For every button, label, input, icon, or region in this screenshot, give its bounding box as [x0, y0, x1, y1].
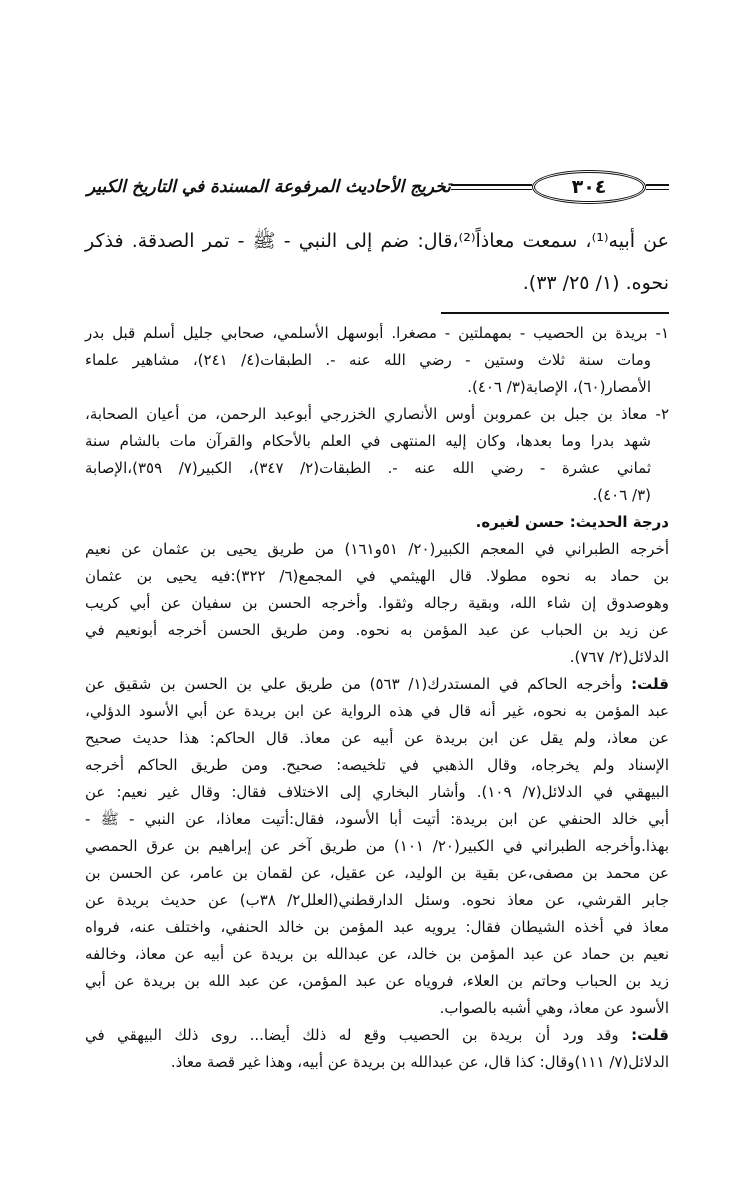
paragraph-line: جابر القرشي، عن معاذ نحوه. وسئل الدارقطني(العلل٢/ ٣٨ب) عن حديث بريدة عن: [85, 891, 669, 909]
paragraph-line: بن حماد به نحوه مطولا. قال الهيثمي في المجمع(٦/ ٣٢٢):فيه يحيى بن عثمان: [85, 567, 669, 585]
paragraph-line: الأسود عن معاذ، وهي أشبه بالصواب.: [439, 999, 669, 1017]
qultu-label: قلت:: [631, 1026, 669, 1044]
footnotes-section: [85, 320, 669, 1076]
paragraph-line: بهذا.وأخرجه الطبراني في الكبير(٢٠/ ١٠١) من طريق آخر عن إبراهيم بن عرق الحمصي: [85, 837, 670, 855]
grade-label: درجة الحديث:: [569, 513, 669, 531]
grade-value: حسن لغيره.: [475, 513, 565, 531]
footnote-separator: [441, 312, 669, 314]
footnote-1-line: الأمصار(٦٠)، الإصابة(٣/ ٤٠٦).: [467, 378, 651, 396]
paragraph-line: عن معاذ، ولم يقل عن ابن بريدة عن أبيه عن معاذ. قال الحاكم: هذا حديث صحيح: [85, 729, 669, 747]
main-line: عن أبيه⁽¹⁾، سمعت معاذاً⁽²⁾،قال: ضم إلى النبي - ﷺ - تمر الصدقة. فذكر: [85, 230, 669, 252]
paragraph-line: أخرجه الطبراني في المعجم الكبير(٢٠/ ٥١و١٦١) من طريق يحيى بن عثمان عن نعيم: [85, 540, 670, 558]
paragraph-line: عن محمد بن مصفى،عن بقية بن الوليد، عن عقيل، عن لقمان بن عامر، عن الحسن بن: [85, 864, 669, 882]
paragraph-line: الدلائل(٧/ ١١١)وقال: كذا قال، عن عبدالله بن بريدة عن أبيه، وهذا غير قصة معاذ.: [170, 1053, 669, 1071]
paragraph-line: [85, 1022, 669, 1049]
page-number: ٣٠٤: [532, 170, 646, 204]
footnote-1-line: ١- بريدة بن الحصيب - بمهملتين - مصغرا. أبوسهل الأسلمي، صحابي جليل أسلم قبل بدر: [85, 324, 669, 342]
header-rule-right: [646, 184, 669, 190]
hadith-grade: [85, 509, 669, 536]
paragraph-line: البيهقي في الدلائل(٧/ ١٠٩). وأشار البخاري إلى الاختلاف فقال: وقال غير نعيم: عن: [85, 783, 669, 801]
footnote-1-line: ومات سنة ثلاث وستين - رضي الله عنه -. الطبقات(٤/ ٢٤١)، مشاهير علماء: [85, 351, 652, 369]
paragraph-line: [85, 671, 669, 698]
page-column: [85, 168, 669, 1076]
main-line: نحوه. (١/ ٢٥/ ٣٣).: [522, 272, 669, 294]
paragraph-line: الدلائل(٢/ ٧٦٧).: [569, 648, 669, 666]
running-header: [85, 168, 669, 206]
footnote-2-line: ٢- معاذ بن جبل بن عمروبن أوس الأنصاري الخزرجي أبوعبد الرحمن، من أعيان الصحابة،: [85, 405, 669, 423]
paragraph-text: وقد ورد أن بريدة بن الحصيب وقع له ذلك أيضا... روى ذلك البيهقي في: [85, 1026, 619, 1044]
paragraph-line: أبي خالد الحنفي عن ابن بريدة: أتيت أبا الأسود، فقال:أتيت معاذا، عن النبي - ﷺ -: [85, 810, 669, 828]
footnote-2-line: ثماني عشرة - رضي الله عنه -. الطبقات(٢/ ٣٤٧)، الكبير(٧/ ٣٥٩)،الإصابة: [85, 459, 651, 477]
book-title: تخريج الأحاديث المرفوعة المسندة في التاريخ الكبير: [87, 177, 451, 197]
main-text: [85, 220, 669, 304]
paragraph-line: عن زيد بن الحباب عن عبد المؤمن به نحوه. ومن طريق الحسن أخرجه أبونعيم في: [85, 621, 669, 639]
qultu-label: قلت:: [631, 675, 669, 693]
footnote-2-line: شهد بدرا وما بعدها، وكان إليه المنتهى في العلم بالأحكام والقرآن مات بالشام سنة: [85, 432, 651, 450]
paragraph-line: نعيم بن حماد عن عبد المؤمن بن خالد، عن عبدالله بن بريدة عن أبيه عن معاذ، وخالفه: [85, 945, 669, 963]
footnote-2-line: (٣/ ٤٠٦).: [592, 486, 651, 504]
paragraph-line: وهوصدوق إن شاء الله، وبقية رجاله وثقوا. وأخرجه الحسن بن سفيان عن أبي كريب: [85, 594, 669, 612]
paragraph-text: وأخرجه الحاكم في المستدرك(١/ ٥٦٣) من طريق علي بن الحسن بن شقيق عن: [85, 675, 623, 693]
paragraph-line: معاذ في أخذه الشيطان فقال: يرويه عبد المؤمن بن خالد الحنفي، واختلف عنه، فرواه: [85, 918, 669, 936]
paragraph-line: الإسناد ولم يخرجاه، وقال الذهبي في تلخيصه: صحيح. ومن طريق الحاكم أخرجه: [85, 756, 669, 774]
paragraph-line: زيد بن الحباب وحاتم بن العلاء، فروياه عن عبد المؤمن، عن عبد الله بن بريدة عن أبي: [85, 972, 669, 990]
header-rule-left: [451, 184, 532, 190]
paragraph-line: عبد المؤمن به نحوه، غير أنه قال في هذه الرواية عن ابن بريدة عن أبي الأسود الدؤلي،: [85, 702, 669, 720]
